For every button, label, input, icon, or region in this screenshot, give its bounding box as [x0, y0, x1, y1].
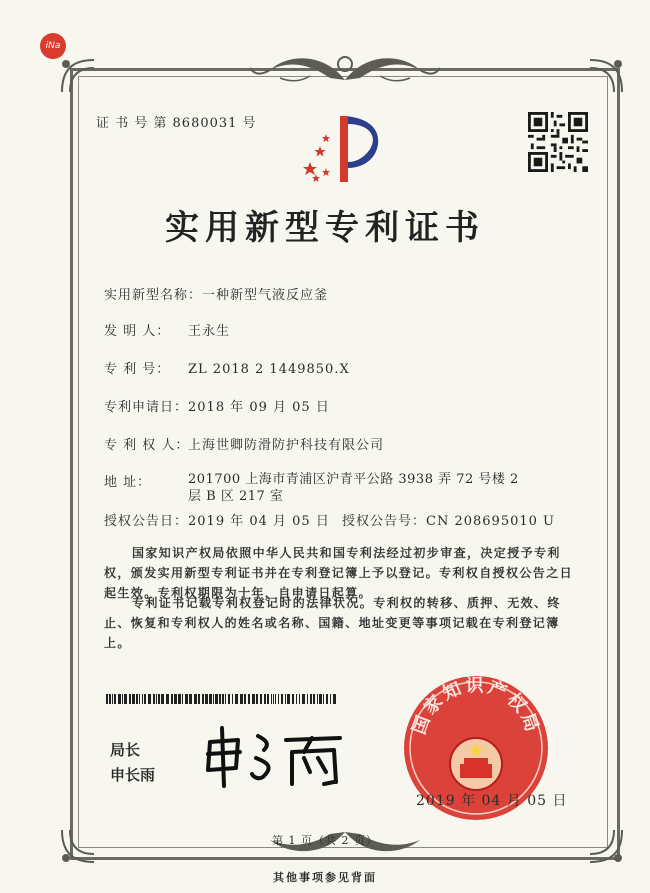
legal-paragraph-2: 专利证书记载专利权登记时的法律状况。专利权的转移、质押、无效、终止、恢复和专利权人的姓名或名称、国籍、地址变更等事项记载在专利登记簿上。 — [104, 596, 561, 650]
corner-ornament-top-left — [58, 56, 98, 96]
footer-note: 其他事项参见背面 — [273, 871, 377, 884]
page-indicator: 第 1 页（共 2 页） — [272, 834, 378, 847]
legal-paragraph-1: 国家知识产权局依照中华人民共和国专利法经过初步审查，决定授予专利权，颁发实用新型专利证书并在专利登记簿上予以登记。专利权自授权公告之日起生效。专利权期限为十年，自申请日起算。 — [104, 546, 574, 600]
seal-date: 2019 年 04 月 05 日 — [416, 793, 568, 809]
field-label: 地 址： — [104, 475, 152, 490]
field-grant-number — [342, 510, 555, 529]
field-inventor — [104, 320, 230, 339]
field-label: 授权公告号： — [342, 514, 427, 529]
patent-office-logo-icon — [296, 110, 388, 190]
field-value: 2018 年 09 月 05 日 — [188, 400, 330, 415]
field-label: 授权公告日： — [104, 514, 189, 529]
field-utility-model-name — [104, 284, 328, 303]
field-patent-number — [104, 358, 350, 377]
field-patentee — [104, 434, 384, 453]
field-value: 2019 年 04 月 05 日 — [188, 514, 330, 529]
corner-ornament-top-right — [586, 56, 626, 96]
director-title: 局长 — [110, 741, 141, 759]
handwritten-signature — [200, 722, 350, 792]
field-value: 一种新型气液反应釜 — [202, 288, 329, 303]
field-value: 王永生 — [188, 324, 231, 339]
field-label: 发 明 人： — [104, 324, 171, 339]
corner-badge: iNa — [40, 33, 66, 59]
field-label: 专 利 权 人： — [104, 438, 190, 453]
field-label: 专利申请日： — [104, 400, 189, 415]
field-value: 上海世卿防滑防护科技有限公司 — [188, 438, 385, 453]
field-value: ZL 2018 2 1449850.X — [188, 362, 350, 377]
certificate-number: 证 书 号 第 8680031 号 — [96, 116, 257, 131]
seal-text: 国家知识产权局 — [408, 675, 544, 738]
certificate-title: 实用新型专利证书 — [165, 208, 485, 248]
top-ornament — [250, 46, 440, 86]
field-label: 专 利 号： — [104, 362, 171, 377]
national-emblem-icon — [450, 738, 502, 790]
field-address-label — [104, 471, 151, 490]
barcode-icon — [106, 694, 336, 704]
field-grant-date — [104, 510, 330, 529]
director-name: 申长雨 — [110, 766, 156, 784]
qr-code-icon — [528, 112, 588, 172]
field-application-date — [104, 396, 330, 415]
field-label: 实用新型名称： — [104, 288, 203, 303]
field-address-value: 201700 上海市青浦区沪青平公路 3938 弄 72 号楼 2 层 B 区 217 室 — [188, 472, 519, 504]
field-value: CN 208695010 U — [426, 514, 555, 529]
